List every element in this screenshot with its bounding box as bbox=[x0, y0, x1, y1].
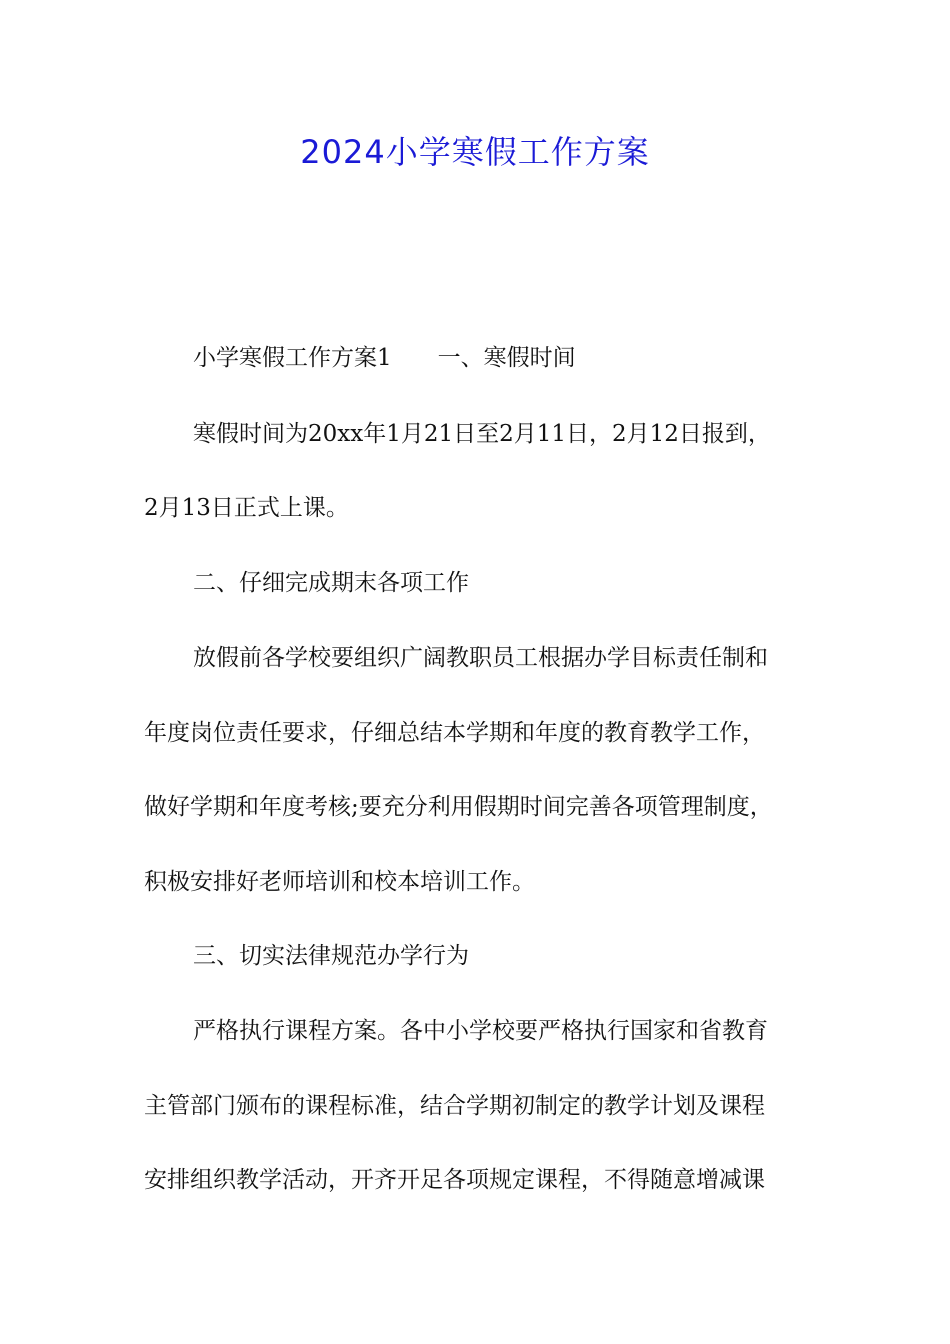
section-heading-3: 三、切实法律规范办学行为 bbox=[193, 943, 469, 969]
paragraph-line: 主管部门颁布的课程标准，结合学期初制定的教学计划及课程 bbox=[144, 1093, 765, 1119]
section-heading-2: 二、仔细完成期末各项工作 bbox=[193, 570, 469, 596]
paragraph-line: 安排组织教学活动，开齐开足各项规定课程，不得随意增减课 bbox=[144, 1167, 765, 1193]
paragraph-line: 寒假时间为20xx年1月21日至2月11日，2月12日报到， bbox=[193, 421, 771, 447]
paragraph-line: 积极安排好老师培训和校本培训工作。 bbox=[144, 869, 535, 895]
paragraph-line: 2月13日正式上课。 bbox=[144, 495, 349, 521]
paragraph-line: 严格执行课程方案。各中小学校要严格执行国家和省教育 bbox=[193, 1018, 768, 1044]
section-heading-1: 一、寒假时间 bbox=[437, 345, 576, 371]
document-title: 2024小学寒假工作方案 bbox=[300, 133, 650, 171]
paragraph-line: 放假前各学校要组织广阔教职员工根据办学目标责任制和 bbox=[193, 645, 768, 671]
paragraph-line: 年度岗位责任要求，仔细总结本学期和年度的教育教学工作， bbox=[144, 720, 765, 746]
plan-heading: 小学寒假工作方案1 bbox=[193, 345, 392, 371]
paragraph-line bbox=[193, 342, 873, 374]
paragraph-line: 做好学期和年度考核;要充分利用假期时间完善各项管理制度， bbox=[144, 794, 773, 820]
